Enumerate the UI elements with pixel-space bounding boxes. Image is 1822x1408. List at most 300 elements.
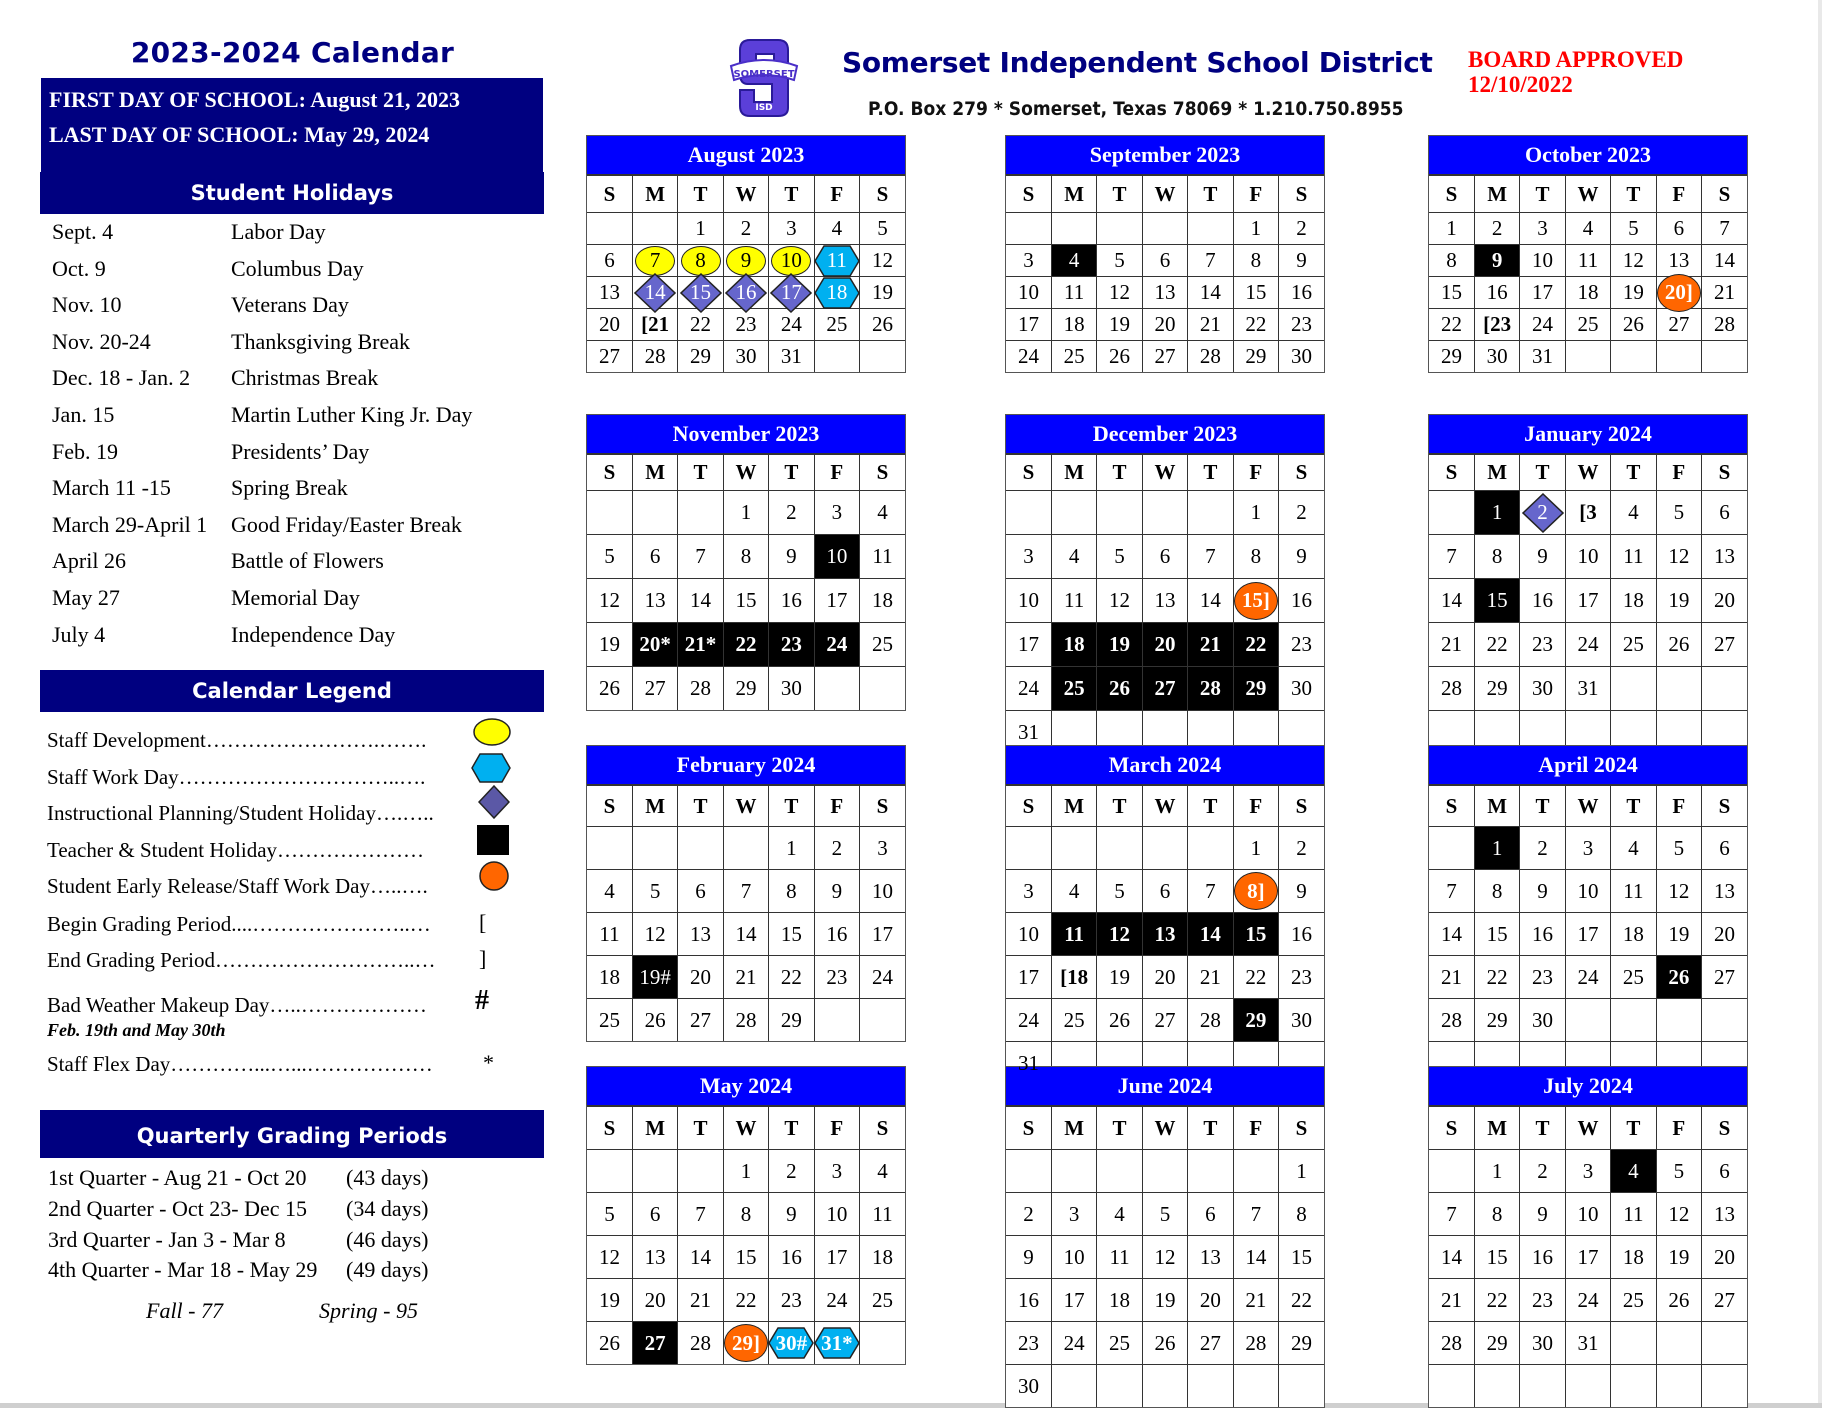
- weekday-label: S: [587, 176, 632, 213]
- day-number: 28: [1440, 676, 1462, 700]
- day-cell: [1656, 1150, 1701, 1193]
- day-number: 29: [1486, 676, 1508, 700]
- day-number: 30: [1532, 1330, 1554, 1355]
- holiday-row: [52, 434, 532, 470]
- day-cell: [1051, 579, 1096, 623]
- day-number: 16: [1532, 921, 1554, 946]
- day-cell: [678, 213, 723, 245]
- day-cell: [1142, 245, 1187, 277]
- day-number: 30: [1486, 344, 1508, 368]
- staff-work-day-marker: 30#: [768, 1327, 814, 1359]
- day-cell: [1097, 999, 1142, 1042]
- day-cell: [1565, 535, 1610, 579]
- empty-cell: [1474, 1365, 1519, 1408]
- day-number: 22: [1291, 1287, 1313, 1312]
- day-number: 11: [599, 921, 620, 946]
- day-number: 4: [1628, 1158, 1639, 1183]
- day-number: 16: [826, 921, 848, 946]
- day-cell: [1565, 827, 1610, 870]
- holiday-day-cell: [1474, 245, 1519, 277]
- day-cell: [1702, 623, 1747, 667]
- staff-development-marker: 10: [771, 246, 811, 276]
- weekday-label: T: [678, 786, 723, 827]
- staff-work-day-marker: 11: [814, 245, 860, 277]
- holiday-name: Good Friday/Easter Break: [231, 511, 462, 537]
- day-cell: [860, 956, 905, 999]
- day-cell: [1656, 1279, 1701, 1322]
- day-cell: [1051, 309, 1096, 341]
- day-cell: [632, 870, 677, 913]
- day-number: 17: [1532, 280, 1554, 304]
- day-number: 15: [1486, 921, 1508, 946]
- legend-row: Staff Flex Day…………...…...………………: [47, 1052, 433, 1076]
- day-cell: [587, 1279, 632, 1322]
- empty-cell: [678, 491, 723, 535]
- day-number: 12: [1668, 878, 1690, 903]
- day-number: 2: [1296, 216, 1307, 240]
- day-number: 30: [1291, 1007, 1313, 1032]
- holiday-day-cell: [1051, 667, 1096, 711]
- quarter-range: 2nd Quarter - Oct 23- Dec 15: [48, 1195, 308, 1221]
- day-cell: [1520, 491, 1565, 535]
- day-cell: [1188, 535, 1233, 579]
- day-number: 27: [1714, 1287, 1736, 1312]
- weekday-label: S: [1006, 1107, 1051, 1150]
- day-number: 29: [1245, 1007, 1267, 1032]
- day-number: 25: [1063, 1007, 1085, 1032]
- holiday-row: [52, 470, 532, 506]
- holiday-date: March 11 -15: [52, 475, 171, 501]
- quarter-days: (43 days): [346, 1165, 429, 1190]
- day-number: 10: [1017, 280, 1039, 304]
- day-number: 25: [1622, 964, 1644, 989]
- day-cell: [723, 277, 768, 309]
- day-number: 16: [780, 1244, 802, 1269]
- day-number: 26: [1154, 1330, 1176, 1355]
- day-number: 9: [1023, 1244, 1034, 1269]
- purple-diamond-icon: [478, 785, 510, 824]
- day-number: 7: [1719, 216, 1730, 240]
- day-cell: [1611, 309, 1656, 341]
- day-number: 18: [1109, 1287, 1131, 1312]
- day-cell: [587, 277, 632, 309]
- day-cell: [1611, 1193, 1656, 1236]
- day-cell: [814, 245, 859, 277]
- day-cell: [860, 309, 905, 341]
- day-cell: [587, 623, 632, 667]
- day-number: 14: [1199, 588, 1221, 612]
- day-number: 22: [735, 1287, 757, 1312]
- day-number: 19: [598, 632, 620, 656]
- weekday-label: S: [587, 786, 632, 827]
- day-number: 21: [1440, 1287, 1462, 1312]
- weekday-label: T: [769, 176, 814, 213]
- empty-cell: [632, 827, 677, 870]
- empty-cell: [1656, 1322, 1701, 1365]
- empty-cell: [1006, 1150, 1051, 1193]
- empty-cell: [1702, 341, 1747, 373]
- day-cell: [1097, 341, 1142, 373]
- month-calendar: [1428, 414, 1748, 755]
- day-number: 18: [872, 1244, 894, 1269]
- weekday-label: S: [1702, 1107, 1747, 1150]
- day-cell: [632, 579, 677, 623]
- day-cell: [814, 1150, 859, 1193]
- day-cell: [1279, 623, 1324, 667]
- holiday-day-cell: [814, 623, 859, 667]
- day-number: 6: [1719, 835, 1730, 860]
- day-number: 20: [1154, 312, 1176, 336]
- day-number: 1: [1250, 835, 1262, 860]
- holiday-date: Sept. 4: [52, 219, 114, 244]
- weekday-label: F: [1233, 455, 1278, 491]
- day-number: 4: [1628, 835, 1639, 860]
- weekday-label: T: [1611, 455, 1656, 491]
- holiday-row: [52, 543, 532, 579]
- day-number: 8: [1250, 544, 1262, 568]
- board-approved: [1468, 47, 1683, 97]
- holiday-date: Oct. 9: [52, 255, 106, 281]
- day-cell: [1006, 245, 1051, 277]
- day-cell: [678, 309, 723, 341]
- empty-cell: [587, 213, 632, 245]
- day-cell: [1656, 870, 1701, 913]
- day-number: 4: [877, 500, 888, 524]
- holiday-date: March 29-April 1: [52, 511, 208, 537]
- day-number: 31: [1577, 676, 1599, 700]
- day-number: 9: [1296, 248, 1307, 272]
- day-cell: [1520, 827, 1565, 870]
- weekday-label: T: [1520, 455, 1565, 491]
- empty-cell: [723, 827, 768, 870]
- day-cell: [1051, 956, 1096, 999]
- day-number: 4: [1068, 248, 1080, 272]
- day-cell: [1565, 623, 1610, 667]
- day-number: 10: [1532, 248, 1554, 272]
- day-cell: [1565, 913, 1610, 956]
- day-number: 3: [786, 216, 797, 240]
- day-cell: [1565, 213, 1610, 245]
- day-cell: [769, 579, 814, 623]
- empty-cell: [587, 491, 632, 535]
- day-number: 11: [1064, 280, 1085, 304]
- day-cell: [1520, 623, 1565, 667]
- day-cell: [1520, 1150, 1565, 1193]
- day-cell: [587, 1193, 632, 1236]
- empty-cell: [1611, 999, 1656, 1042]
- day-cell: [1188, 277, 1233, 309]
- weekday-label: T: [1097, 786, 1142, 827]
- day-number: 26: [644, 1007, 666, 1032]
- day-number: 19#: [639, 964, 671, 989]
- weekday-label: T: [769, 1107, 814, 1150]
- holiday-row: [52, 507, 532, 543]
- day-cell: [1474, 667, 1519, 711]
- day-number: 13: [690, 921, 712, 946]
- month-header: March 2024: [1006, 746, 1324, 785]
- day-number: 6: [695, 878, 706, 903]
- holiday-name: Independence Day: [231, 621, 396, 647]
- day-cell: [860, 277, 905, 309]
- day-number: 25: [1063, 344, 1085, 368]
- day-number: 13: [1154, 588, 1176, 612]
- quarter-range: 4th Quarter - Mar 18 - May 29: [48, 1257, 318, 1283]
- day-cell: [1656, 535, 1701, 579]
- day-number: 17: [1577, 588, 1599, 612]
- day-number: 15: [1291, 1244, 1313, 1269]
- day-number: 13: [644, 1244, 666, 1269]
- day-number: 10: [1063, 1244, 1085, 1269]
- day-number: 31: [1532, 344, 1554, 368]
- day-cell: [1656, 491, 1701, 535]
- day-number: 18: [1063, 312, 1085, 336]
- day-number: 28: [735, 1007, 757, 1032]
- day-cell: [1279, 277, 1324, 309]
- weekday-label: S: [1279, 176, 1324, 213]
- day-cell: [1429, 1236, 1474, 1279]
- holiday-date: May 27: [52, 585, 120, 610]
- day-number: 15: [1245, 921, 1267, 946]
- day-cell: [769, 535, 814, 579]
- weekday-label: M: [1474, 1107, 1519, 1150]
- day-cell: [678, 579, 723, 623]
- weekday-label: F: [1656, 176, 1701, 213]
- day-cell: [1142, 870, 1187, 913]
- day-number: 25: [826, 312, 848, 336]
- day-cell: [769, 341, 814, 373]
- day-cell: [723, 1236, 768, 1279]
- day-cell: [769, 1193, 814, 1236]
- empty-cell: [1656, 667, 1701, 711]
- weekday-label: W: [1142, 455, 1187, 491]
- day-number: 27: [1154, 344, 1176, 368]
- empty-cell: [1051, 491, 1096, 535]
- day-number: 16: [1532, 1244, 1554, 1269]
- day-cell: [1611, 913, 1656, 956]
- day-number: 20: [1199, 1287, 1221, 1312]
- day-number: 18: [872, 588, 894, 612]
- day-cell: [1006, 1365, 1051, 1408]
- day-number: 18: [1622, 1244, 1644, 1269]
- holiday-day-cell: [1611, 1150, 1656, 1193]
- day-number: 2: [740, 216, 752, 240]
- day-cell: [1142, 341, 1187, 373]
- day-number: 13: [1714, 878, 1736, 903]
- day-number: 7: [1446, 878, 1457, 903]
- day-number: 20: [1154, 632, 1176, 656]
- day-number: 28: [644, 344, 666, 368]
- day-number: 28: [690, 676, 712, 700]
- holiday-day-cell: [1474, 491, 1519, 535]
- legend-row: Instructional Planning/Student Holiday….…..: [47, 801, 434, 825]
- weekday-label: M: [1474, 786, 1519, 827]
- day-number: 23: [1291, 312, 1313, 336]
- blue-hexagon-icon: [471, 752, 511, 789]
- day-cell: [1520, 913, 1565, 956]
- legend-row: Bad Weather Makeup Day…..………………: [47, 993, 427, 1017]
- day-number: 9: [1537, 878, 1548, 903]
- day-cell: [1611, 491, 1656, 535]
- day-number: 3: [877, 835, 888, 860]
- day-number: 23: [780, 1287, 802, 1312]
- weekday-label: S: [1429, 455, 1474, 491]
- day-number: 21*: [684, 632, 717, 656]
- month-header: December 2023: [1006, 415, 1324, 454]
- day-number: 7: [1250, 1201, 1262, 1226]
- day-number: 16: [780, 588, 802, 612]
- day-cell: [1656, 913, 1701, 956]
- day-number: 20: [1714, 1244, 1736, 1269]
- day-number: 25: [872, 632, 894, 656]
- day-cell: [1565, 667, 1610, 711]
- day-number: 26: [1109, 344, 1131, 368]
- day-cell: [1565, 309, 1610, 341]
- day-number: 30: [1532, 1007, 1554, 1032]
- holiday-day-cell: [1051, 623, 1096, 667]
- day-number: 10: [1017, 588, 1039, 612]
- day-cell: [1474, 870, 1519, 913]
- day-number: 27: [1199, 1330, 1221, 1355]
- day-number: 5: [649, 878, 661, 903]
- empty-cell: [1429, 1150, 1474, 1193]
- day-cell: [1474, 309, 1519, 341]
- day-number: 11: [1623, 1201, 1644, 1226]
- day-number: 15: [1440, 280, 1462, 304]
- day-cell: [1520, 213, 1565, 245]
- day-cell: [1097, 870, 1142, 913]
- weekday-label: F: [1656, 1107, 1701, 1150]
- day-cell: [1474, 1322, 1519, 1365]
- day-number: 26: [1109, 676, 1131, 700]
- day-number: 22: [780, 964, 802, 989]
- day-number: 8: [786, 878, 797, 903]
- day-number: 5: [1114, 544, 1125, 568]
- day-cell: [1429, 277, 1474, 309]
- day-number: 23: [1532, 1287, 1554, 1312]
- day-cell: [1702, 827, 1747, 870]
- day-number: 28: [1440, 1007, 1462, 1032]
- day-number: 28: [1199, 676, 1221, 700]
- day-number: 8: [1446, 248, 1457, 272]
- day-cell: [814, 491, 859, 535]
- day-cell: [587, 667, 632, 711]
- month-header: April 2024: [1429, 746, 1747, 785]
- day-cell: [1097, 535, 1142, 579]
- holiday-day-cell: [1233, 913, 1278, 956]
- day-number: 23: [1291, 632, 1313, 656]
- day-cell: [1006, 956, 1051, 999]
- day-cell: [1279, 535, 1324, 579]
- day-number: 4: [1114, 1201, 1125, 1226]
- staff-development-marker: 9: [726, 246, 766, 276]
- holiday-day-cell: [1097, 623, 1142, 667]
- legend-row: Begin Grading Period....…………………..…: [47, 912, 431, 936]
- instructional-planning-marker: 15: [680, 273, 722, 313]
- day-number: 27: [1154, 676, 1176, 700]
- day-number: 3: [1023, 878, 1034, 903]
- empty-cell: [1188, 1150, 1233, 1193]
- day-cell: [678, 1279, 723, 1322]
- weekday-label: T: [1097, 455, 1142, 491]
- holiday-day-cell: [1142, 623, 1187, 667]
- day-number: 1: [1491, 500, 1503, 524]
- day-cell: [1656, 1193, 1701, 1236]
- weekday-label: S: [860, 455, 905, 491]
- day-number: 29: [735, 676, 757, 700]
- fall-total: Fall - 77: [146, 1298, 223, 1323]
- day-number: 31: [1017, 1050, 1039, 1075]
- day-number: 13: [1668, 248, 1690, 272]
- holiday-name: Presidents’ Day: [231, 438, 370, 464]
- day-cell: [1565, 245, 1610, 277]
- day-cell: [814, 1236, 859, 1279]
- weekday-label: T: [1188, 176, 1233, 213]
- day-number: 30: [735, 344, 757, 368]
- day-cell: [678, 535, 723, 579]
- day-cell: [860, 1236, 905, 1279]
- empty-cell: [860, 667, 905, 711]
- day-number: 31: [1017, 720, 1039, 744]
- day-number: 1: [1250, 500, 1262, 524]
- day-cell: [1279, 870, 1324, 913]
- day-cell: [1565, 1236, 1610, 1279]
- day-cell: [1702, 535, 1747, 579]
- weekday-label: S: [587, 1107, 632, 1150]
- month-calendar: [1005, 745, 1325, 1085]
- day-number: 26: [1622, 312, 1644, 336]
- day-number: 2: [786, 1158, 797, 1183]
- day-cell: [1565, 277, 1610, 309]
- empty-cell: [814, 667, 859, 711]
- logo-text: SOMERSET: [733, 69, 795, 80]
- day-number: 3: [1068, 1201, 1080, 1226]
- month-calendar: [586, 414, 906, 711]
- day-cell: [723, 491, 768, 535]
- day-number: 25: [1622, 632, 1644, 656]
- day-number: 1: [1250, 216, 1262, 240]
- day-number: 14: [1245, 1244, 1267, 1269]
- day-cell: [1188, 870, 1233, 913]
- day-cell: [632, 277, 677, 309]
- day-cell: [1611, 827, 1656, 870]
- day-cell: [860, 1150, 905, 1193]
- day-cell: [814, 1322, 859, 1365]
- day-cell: [1702, 870, 1747, 913]
- quarter-range: 1st Quarter - Aug 21 - Oct 20: [48, 1165, 307, 1190]
- day-cell: [723, 667, 768, 711]
- day-number: 20: [690, 964, 712, 989]
- day-cell: [723, 870, 768, 913]
- day-cell: [1429, 309, 1474, 341]
- legend-row: Staff Work Day…………………………..….: [47, 765, 426, 789]
- day-number: 28: [690, 1330, 712, 1355]
- day-number: 8: [1250, 248, 1262, 272]
- day-number: 9: [831, 878, 843, 903]
- holiday-name: Labor Day: [231, 219, 326, 244]
- day-number: 26: [598, 1330, 620, 1355]
- empty-cell: [678, 827, 723, 870]
- day-cell: [1142, 999, 1187, 1042]
- weekday-label: T: [1611, 786, 1656, 827]
- day-cell: [1233, 535, 1278, 579]
- day-cell: [1565, 870, 1610, 913]
- empty-cell: [1097, 213, 1142, 245]
- empty-cell: [1702, 999, 1747, 1042]
- day-number: 7: [1446, 544, 1457, 568]
- spring-total: Spring - 95: [319, 1298, 418, 1323]
- weekday-label: F: [1656, 786, 1701, 827]
- day-number: 22: [1245, 312, 1267, 336]
